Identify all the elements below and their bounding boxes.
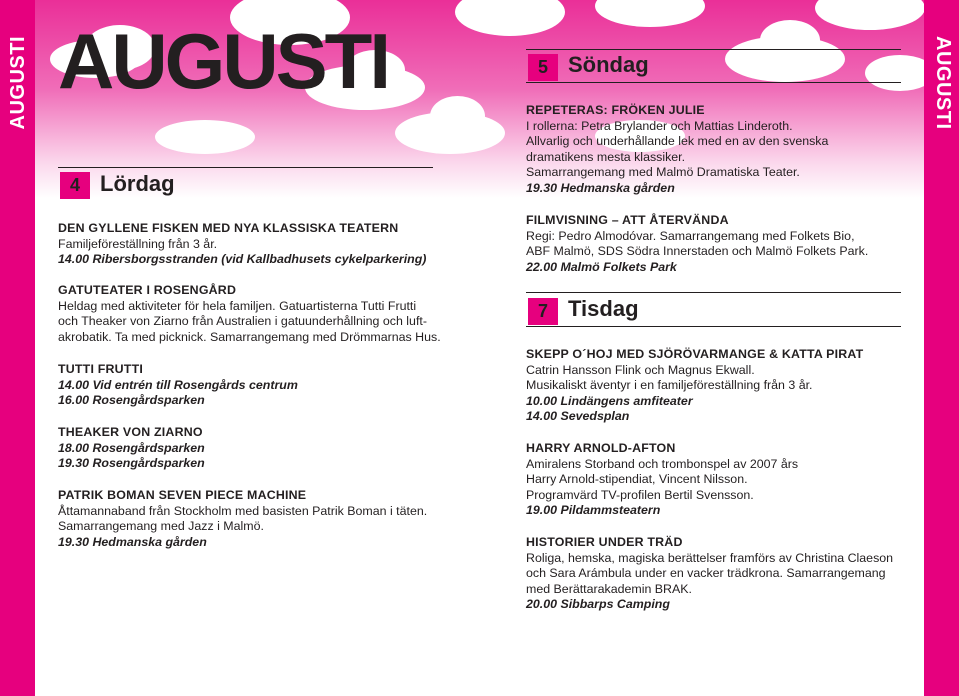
event-text: Amiralens Storband och trombonspel av 2007 års bbox=[526, 456, 799, 471]
day-rule bbox=[58, 167, 433, 168]
right-sidebar bbox=[924, 0, 959, 696]
event-text: Heldag med aktiviteter för hela familjen. Gatuartisterna Tutti Frutti bbox=[58, 298, 417, 313]
event-text: ABF Malmö, SDS Södra Innerstaden och Malmö Folkets Park. bbox=[526, 244, 869, 259]
event-title: THEAKER VON ZIARNO bbox=[58, 425, 203, 439]
event-text: Samarrangemang med Jazz i Malmö. bbox=[58, 519, 264, 534]
event-text: Roliga, hemska, magiska berättelser framförs av Christina Claeson bbox=[526, 550, 894, 565]
event-block bbox=[526, 441, 921, 519]
day-number-badge: 5 bbox=[528, 54, 558, 81]
event-time: 14.00 Ribersborgsstranden (vid Kallbadhusets cykelparkering) bbox=[58, 252, 427, 267]
event-block bbox=[526, 213, 921, 275]
day-rule bbox=[526, 49, 901, 50]
event-time: 14.00 Sevedsplan bbox=[526, 409, 630, 424]
event-title: HARRY ARNOLD-AFTON bbox=[526, 441, 676, 455]
event-block bbox=[58, 362, 453, 409]
day-name: Tisdag bbox=[568, 296, 639, 321]
event-title: TUTTI FRUTTI bbox=[58, 362, 143, 376]
month-title: AUGUSTI bbox=[58, 17, 388, 105]
day-number-badge: 4 bbox=[60, 172, 90, 199]
day-rule bbox=[526, 82, 901, 83]
cloud bbox=[430, 96, 485, 136]
event-time: 20.00 Sibbarps Camping bbox=[526, 597, 670, 612]
event-text: dramatikens mesta klassiker. bbox=[526, 149, 686, 164]
event-title: PATRIK BOMAN SEVEN PIECE MACHINE bbox=[58, 488, 307, 502]
side-label-right: AUGUSTI bbox=[932, 36, 954, 130]
day-rule bbox=[526, 326, 901, 327]
day-number-badge: 7 bbox=[528, 298, 558, 325]
cloud bbox=[595, 0, 705, 27]
day-name: Söndag bbox=[568, 52, 649, 77]
cloud bbox=[455, 0, 565, 36]
event-block bbox=[526, 103, 921, 197]
side-label-left: AUGUSTI bbox=[7, 36, 29, 130]
event-text: Regi: Pedro Almodóvar. Samarrangemang med Folkets Bio, bbox=[526, 228, 855, 243]
event-time: 19.00 Pildammsteatern bbox=[526, 503, 661, 518]
cloud bbox=[815, 0, 924, 30]
event-text: Programvärd TV-profilen Bertil Svensson. bbox=[526, 487, 754, 502]
event-text: akrobatik. Ta med picknick. Samarrangemang med Drömmarnas Hus. bbox=[58, 329, 441, 344]
event-title: GATUTEATER I ROSENGÅRD bbox=[58, 283, 237, 297]
event-time: 14.00 Vid entrén till Rosengårds centrum bbox=[58, 377, 298, 392]
event-block bbox=[58, 488, 453, 550]
event-block bbox=[58, 425, 453, 472]
event-text: Harry Arnold-stipendiat, Vincent Nilsson. bbox=[526, 472, 748, 487]
event-block bbox=[526, 535, 921, 613]
event-title: REPETERAS: FRÖKEN JULIE bbox=[526, 103, 705, 117]
event-text: Allvarlig och underhållande lek med en av den svenska bbox=[526, 134, 829, 149]
cloud bbox=[155, 120, 255, 154]
event-text: Samarrangemang med Malmö Dramatiska Teater. bbox=[526, 165, 800, 180]
event-time: 16.00 Rosengårdsparken bbox=[58, 393, 205, 408]
event-title: FILMVISNING – ATT ÅTERVÄNDA bbox=[526, 213, 729, 227]
day-header-tuesday bbox=[526, 292, 901, 332]
event-time: 19.30 Rosengårdsparken bbox=[58, 456, 205, 471]
event-time: 19.30 Hedmanska gården bbox=[58, 534, 207, 549]
event-text: Familjeföreställning från 3 år. bbox=[58, 236, 218, 251]
day-header-saturday bbox=[58, 165, 433, 205]
event-time: 18.00 Rosengårdsparken bbox=[58, 440, 205, 455]
event-text: Åttamannaband från Stockholm med basisten Patrik Boman i täten. bbox=[58, 503, 428, 518]
event-title: DEN GYLLENE FISKEN MED NYA KLASSISKA TEATERN bbox=[58, 221, 399, 235]
day-rule bbox=[526, 292, 901, 293]
event-time: 22.00 Malmö Folkets Park bbox=[526, 259, 677, 274]
event-block bbox=[58, 283, 453, 345]
event-title: SKEPP O´HOJ MED SJÖRÖVARMANGE & KATTA PIRAT bbox=[526, 347, 864, 361]
event-text: och Sara Arámbula under en vacker trädkrona. Samarrangemang bbox=[526, 566, 886, 581]
day-name: Lördag bbox=[100, 171, 175, 196]
event-text: och Theaker von Ziarno från Australien i gatuunderhållning och luft- bbox=[58, 314, 427, 329]
event-text: med Berättarakademin BRAK. bbox=[526, 581, 692, 596]
event-block bbox=[58, 221, 453, 268]
day-header-sunday bbox=[526, 46, 901, 86]
event-time: 19.30 Hedmanska gården bbox=[526, 180, 675, 195]
event-text: Catrin Hansson Flink och Magnus Ekwall. bbox=[526, 362, 755, 377]
left-sidebar bbox=[0, 0, 35, 696]
event-text: Musikaliskt äventyr i en familjeföreställning från 3 år. bbox=[526, 378, 813, 393]
event-time: 10.00 Lindängens amfiteater bbox=[526, 393, 693, 408]
event-block bbox=[526, 347, 921, 425]
event-text: I rollerna: Petra Brylander och Mattias Linderoth. bbox=[526, 118, 793, 133]
event-title: HISTORIER UNDER TRÄD bbox=[526, 535, 683, 549]
